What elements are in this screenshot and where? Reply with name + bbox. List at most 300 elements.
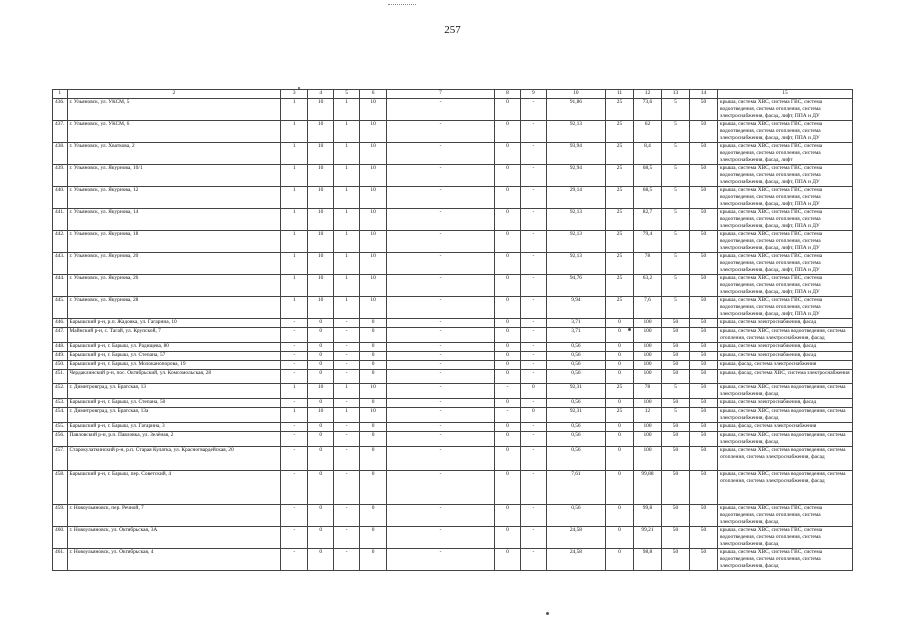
value-cell: 12 (633, 408, 661, 423)
value-cell: 10 (360, 297, 387, 319)
table-row (53, 231, 853, 253)
value-cell: - (334, 370, 360, 384)
works-cell: крыша, система ХВС, система ГВС, система водоотведения, система отопления, система электроснабжения, фасад, лифт, ППА и ДУ (717, 165, 852, 187)
works-cell: крыша, система ХВС, система водоотведения, система электроснабжения, фасад (717, 408, 852, 423)
value-cell: - (387, 231, 495, 253)
value-cell: 3,71 (546, 319, 605, 328)
address-cell: г. Ульяновск, ул. Хваткова, 2 (67, 143, 281, 165)
row-number-cell: 454. (53, 408, 68, 423)
row-number-cell: 450. (53, 361, 68, 370)
value-cell: 8,4 (633, 143, 661, 165)
value-cell: 50 (661, 549, 689, 571)
header-cell: 13 (661, 90, 689, 99)
row-number-cell: 457. (53, 447, 68, 471)
value-cell: 25 (605, 209, 633, 231)
value-cell: 0 (308, 343, 334, 352)
value-cell: 0 (308, 352, 334, 361)
value-cell: 10 (360, 165, 387, 187)
value-cell: 68,5 (633, 165, 661, 187)
value-cell: 1 (281, 165, 308, 187)
value-cell: - (387, 423, 495, 432)
value-cell: - (387, 297, 495, 319)
value-cell: 10 (308, 275, 334, 297)
value-cell: - (387, 253, 495, 275)
value-cell: - (520, 165, 546, 187)
row-number-cell: 448. (53, 343, 68, 352)
address-cell: Барышский р-н, г. Барыш, ул. Гагарина, 3 (67, 423, 281, 432)
value-cell: 0 (494, 319, 520, 328)
value-cell: 78 (633, 384, 661, 399)
value-cell: - (387, 399, 495, 408)
value-cell: 0,56 (546, 423, 605, 432)
top-dotted-mark (388, 4, 416, 5)
value-cell: 10 (360, 99, 387, 121)
value-cell: 0,56 (546, 447, 605, 471)
value-cell: 50 (689, 231, 717, 253)
value-cell: 0 (360, 328, 387, 343)
value-cell: - (334, 361, 360, 370)
value-cell: 73,6 (633, 99, 661, 121)
value-cell: 0 (605, 361, 633, 370)
works-cell: крыша, система ХВС, система водоотведения, система электроснабжения, фасад (717, 384, 852, 399)
address-cell: Барышский р-н, г. Барыш, ул. Степана, 50 (67, 399, 281, 408)
header-cell: 10 (546, 90, 605, 99)
row-number-cell: 441. (53, 209, 68, 231)
value-cell: 1 (334, 297, 360, 319)
value-cell: 91,86 (546, 99, 605, 121)
header-cell: 3 (281, 90, 308, 99)
row-number-cell: 453. (53, 399, 68, 408)
value-cell: 0 (494, 328, 520, 343)
value-cell: 50 (661, 423, 689, 432)
value-cell: 63,2 (633, 275, 661, 297)
value-cell: 100 (633, 399, 661, 408)
value-cell: 92,31 (546, 408, 605, 423)
value-cell: 3,71 (546, 328, 605, 343)
value-cell: 100 (633, 423, 661, 432)
value-cell: - (281, 328, 308, 343)
value-cell: - (520, 187, 546, 209)
value-cell: 1 (334, 231, 360, 253)
value-cell: 0 (308, 505, 334, 527)
value-cell: 5 (661, 143, 689, 165)
value-cell: - (520, 143, 546, 165)
table-row (53, 319, 853, 328)
table-row (53, 370, 853, 384)
value-cell: 0 (494, 187, 520, 209)
value-cell: 50 (689, 352, 717, 361)
value-cell: 94,76 (546, 275, 605, 297)
value-cell: 5 (661, 297, 689, 319)
table-row (53, 328, 853, 343)
value-cell: 100 (633, 361, 661, 370)
value-cell: 50 (689, 209, 717, 231)
value-cell: 25 (605, 297, 633, 319)
value-cell: - (494, 408, 520, 423)
value-cell: - (281, 319, 308, 328)
value-cell: 10 (308, 297, 334, 319)
value-cell: 5 (661, 275, 689, 297)
table-row (53, 275, 853, 297)
value-cell: 0 (360, 549, 387, 571)
table-row (53, 143, 853, 165)
works-cell: крыша, система ХВС, система ГВС, система водоотведения, система отопления, система электроснабжения, фасад (717, 549, 852, 571)
value-cell: 5 (661, 231, 689, 253)
works-cell: крыша, система электроснабжения, фасад (717, 352, 852, 361)
row-number-cell: 439. (53, 165, 68, 187)
value-cell: - (387, 432, 495, 447)
value-cell: 0 (605, 432, 633, 447)
value-cell: 0 (605, 471, 633, 505)
table-row (53, 343, 853, 352)
value-cell: - (520, 253, 546, 275)
value-cell: - (334, 527, 360, 549)
value-cell: 25 (605, 408, 633, 423)
value-cell: - (387, 370, 495, 384)
value-cell: 10 (360, 253, 387, 275)
value-cell: 0 (308, 328, 334, 343)
value-cell: - (281, 447, 308, 471)
row-number-cell: 446. (53, 319, 68, 328)
value-cell: - (387, 527, 495, 549)
row-number-cell: 461. (53, 549, 68, 571)
table-row (53, 165, 853, 187)
value-cell: 5 (661, 99, 689, 121)
row-number-cell: 436. (53, 99, 68, 121)
value-cell: 0 (308, 399, 334, 408)
value-cell: 25 (605, 121, 633, 143)
value-cell: 50 (689, 370, 717, 384)
value-cell: 50 (661, 432, 689, 447)
works-cell: крыша, система ХВС, система водоотведения, система электроснабжения, фасад (717, 432, 852, 447)
value-cell: 100 (633, 328, 661, 343)
works-cell: крыша, система ХВС, система ГВС, система водоотведения, система отопления, система электроснабжения, фасад (717, 505, 852, 527)
table-row (53, 253, 853, 275)
value-cell: 25 (605, 99, 633, 121)
value-cell: 1 (334, 253, 360, 275)
table-row (53, 423, 853, 432)
table-row (53, 408, 853, 423)
works-cell: крыша, система ХВС, система ГВС, система водоотведения, система отопления, система электроснабжения, фасад, лифт (717, 143, 852, 165)
value-cell: 1 (334, 408, 360, 423)
value-cell: 68,5 (633, 187, 661, 209)
address-cell: Майнский р-н, с. Тагай, ул. Крупской, 7 (67, 328, 281, 343)
scan-speck (298, 87, 300, 89)
row-number-cell: 445. (53, 297, 68, 319)
value-cell: 29,14 (546, 187, 605, 209)
row-number-cell: 458. (53, 471, 68, 505)
value-cell: 0 (494, 165, 520, 187)
value-cell: 0 (360, 471, 387, 505)
value-cell: 0 (360, 370, 387, 384)
works-cell: крыша, система электроснабжения, фасад (717, 319, 852, 328)
value-cell: 1 (334, 121, 360, 143)
value-cell: 0 (494, 99, 520, 121)
value-cell: 100 (633, 352, 661, 361)
value-cell: 1 (281, 275, 308, 297)
table-row (53, 447, 853, 471)
value-cell: 0,56 (546, 432, 605, 447)
value-cell: 0 (494, 471, 520, 505)
address-cell: г. Димитровград, ул. Братская, 13 (67, 384, 281, 399)
value-cell: 100 (633, 370, 661, 384)
header-cell: 15 (717, 90, 852, 99)
table-row (53, 361, 853, 370)
value-cell: - (520, 231, 546, 253)
value-cell: 0 (520, 384, 546, 399)
value-cell: 50 (689, 361, 717, 370)
value-cell: 50 (661, 343, 689, 352)
value-cell: 10 (308, 384, 334, 399)
value-cell: - (387, 328, 495, 343)
value-cell: - (520, 319, 546, 328)
value-cell: - (387, 121, 495, 143)
value-cell: 0 (494, 121, 520, 143)
table-row (53, 505, 853, 527)
value-cell: 50 (689, 99, 717, 121)
value-cell: - (281, 423, 308, 432)
value-cell: 50 (661, 319, 689, 328)
value-cell: 99,88 (633, 471, 661, 505)
value-cell: 0 (494, 343, 520, 352)
value-cell: 0,56 (546, 343, 605, 352)
table-row (53, 399, 853, 408)
row-number-cell: 449. (53, 352, 68, 361)
value-cell: - (387, 99, 495, 121)
address-cell: г. Ульяновск, ул. Якурнова, 20 (67, 253, 281, 275)
value-cell: 5 (661, 209, 689, 231)
value-cell: 5 (661, 384, 689, 399)
value-cell: 1 (334, 209, 360, 231)
table-row (53, 352, 853, 361)
value-cell: 0 (360, 352, 387, 361)
value-cell: - (387, 408, 495, 423)
value-cell: 0 (360, 505, 387, 527)
works-cell: крыша, система ХВС, система ГВС, система водоотведения, система отопления, система электроснабжения, фасад, лифт, ППА и ДУ (717, 209, 852, 231)
row-number-cell: 437. (53, 121, 68, 143)
value-cell: - (387, 352, 495, 361)
value-cell: 1 (281, 253, 308, 275)
value-cell: - (520, 275, 546, 297)
row-number-cell: 442. (53, 231, 68, 253)
value-cell: 50 (689, 549, 717, 571)
value-cell: 5 (661, 187, 689, 209)
value-cell: 0 (520, 408, 546, 423)
value-cell: 5 (661, 408, 689, 423)
value-cell: - (281, 352, 308, 361)
value-cell: 0 (360, 423, 387, 432)
page-number: 257 (444, 24, 461, 36)
value-cell: 0 (360, 432, 387, 447)
scan-speck (546, 612, 549, 615)
value-cell: 99,8 (633, 505, 661, 527)
value-cell: 50 (661, 370, 689, 384)
table-row (53, 121, 853, 143)
table-row (53, 384, 853, 399)
works-cell: крыша, система ХВС, система водоотведения, система отопления, система электроснабжения, фасад (717, 447, 852, 471)
value-cell: 0,56 (546, 352, 605, 361)
value-cell: - (520, 361, 546, 370)
value-cell: 10 (360, 384, 387, 399)
value-cell: 10 (360, 231, 387, 253)
header-cell: 1 (53, 90, 68, 99)
value-cell: - (494, 384, 520, 399)
works-cell: крыша, фасад, система электроснабжения (717, 423, 852, 432)
value-cell: 0 (494, 253, 520, 275)
value-cell: - (520, 209, 546, 231)
value-cell: - (387, 143, 495, 165)
value-cell: 50 (689, 275, 717, 297)
works-cell: крыша, система ХВС, система ГВС, система водоотведения, система отопления, система электроснабжения, фасад, лифт, ППА и ДУ (717, 231, 852, 253)
value-cell: 78 (633, 253, 661, 275)
address-cell: г. Ульяновск, ул. Якурнова, 28 (67, 297, 281, 319)
value-cell: - (520, 399, 546, 408)
table-row (53, 187, 853, 209)
value-cell: 92,13 (546, 209, 605, 231)
value-cell: 0 (360, 447, 387, 471)
address-cell: г. Ульяновск, ул. УКСМ, 5 (67, 99, 281, 121)
address-cell: Павловский р-н, р.п. Павловка, ул. Зелёная, 2 (67, 432, 281, 447)
works-cell: крыша, фасад, система ХВС, система электроснабжения (717, 370, 852, 384)
value-cell: 10 (308, 231, 334, 253)
value-cell: 1 (281, 384, 308, 399)
value-cell: 50 (689, 121, 717, 143)
value-cell: 50 (689, 384, 717, 399)
row-number-cell: 440. (53, 187, 68, 209)
address-cell: г. Ульяновск, ул. УКСМ, 6 (67, 121, 281, 143)
value-cell: 10 (360, 187, 387, 209)
address-cell: Барышский р-н, г. Барыш, ул. Радищева, 80 (67, 343, 281, 352)
works-cell: крыша, фасад, система электроснабжения (717, 361, 852, 370)
value-cell: 1 (281, 408, 308, 423)
value-cell: - (387, 209, 495, 231)
value-cell: - (334, 319, 360, 328)
value-cell: 0,56 (546, 370, 605, 384)
value-cell: 25 (605, 187, 633, 209)
address-cell: г. Новоульяновск, ул. Октябрьская, 4 (67, 549, 281, 571)
value-cell: - (520, 352, 546, 361)
value-cell: 10 (360, 121, 387, 143)
row-number-cell: 460. (53, 527, 68, 549)
value-cell: 0 (605, 527, 633, 549)
address-cell: г. Ульяновск, ул. Якурнова, 26 (67, 275, 281, 297)
value-cell: 0 (605, 352, 633, 361)
value-cell: 5 (661, 165, 689, 187)
value-cell: 1 (281, 297, 308, 319)
value-cell: - (387, 447, 495, 471)
value-cell: - (334, 432, 360, 447)
value-cell: - (387, 549, 495, 571)
header-cell: 6 (360, 90, 387, 99)
value-cell: 24,58 (546, 527, 605, 549)
value-cell: 0 (308, 432, 334, 447)
registry-table (52, 89, 853, 571)
value-cell: 1 (334, 99, 360, 121)
value-cell: 10 (360, 275, 387, 297)
row-number-cell: 456. (53, 432, 68, 447)
value-cell: 10 (308, 165, 334, 187)
value-cell: 10 (308, 253, 334, 275)
value-cell: - (281, 361, 308, 370)
value-cell: 100 (633, 319, 661, 328)
table-row (53, 432, 853, 447)
value-cell: - (334, 399, 360, 408)
works-cell: крыша, система ХВС, система водоотведения, система отопления, система электроснабжения, фасад (717, 328, 852, 343)
value-cell: - (520, 549, 546, 571)
value-cell: 10 (360, 143, 387, 165)
value-cell: 1 (334, 384, 360, 399)
value-cell: 50 (689, 423, 717, 432)
table-row (53, 209, 853, 231)
value-cell: 50 (689, 447, 717, 471)
value-cell: 1 (281, 187, 308, 209)
value-cell: 25 (605, 384, 633, 399)
value-cell: 50 (661, 328, 689, 343)
value-cell: - (334, 549, 360, 571)
row-number-cell: 455. (53, 423, 68, 432)
value-cell: 50 (689, 253, 717, 275)
header-cell: 4 (308, 90, 334, 99)
works-cell: крыша, система ХВС, система ГВС, система водоотведения, система отопления, система электроснабжения, фасад, лифт, ППА и ДУ (717, 253, 852, 275)
value-cell: 0 (605, 328, 633, 343)
value-cell: 50 (689, 343, 717, 352)
value-cell: 0 (494, 399, 520, 408)
value-cell: 0 (494, 209, 520, 231)
value-cell: 24,58 (546, 549, 605, 571)
value-cell: - (520, 328, 546, 343)
value-cell: 25 (605, 275, 633, 297)
value-cell: 0 (494, 527, 520, 549)
value-cell: 0 (494, 143, 520, 165)
header-cell: 14 (689, 90, 717, 99)
row-number-cell: 452. (53, 384, 68, 399)
value-cell: 1 (334, 275, 360, 297)
value-cell: 99,21 (633, 527, 661, 549)
value-cell: 0,56 (546, 361, 605, 370)
value-cell: 50 (689, 319, 717, 328)
value-cell: - (387, 505, 495, 527)
value-cell: 50 (661, 505, 689, 527)
value-cell: 0 (360, 343, 387, 352)
value-cell: 10 (360, 209, 387, 231)
value-cell: 1 (281, 231, 308, 253)
value-cell: 50 (661, 361, 689, 370)
value-cell: 0 (308, 471, 334, 505)
header-cell: 2 (67, 90, 281, 99)
works-cell: крыша, система ХВС, система ГВС, система водоотведения, система отопления, система электроснабжения, фасад (717, 527, 852, 549)
value-cell: - (334, 343, 360, 352)
row-number-cell: 444. (53, 275, 68, 297)
address-cell: Старокулаткинский р-н, р.п. Старая Кулатка, ул. Красногвардейская, 20 (67, 447, 281, 471)
value-cell: 25 (605, 165, 633, 187)
value-cell: 50 (689, 399, 717, 408)
value-cell: - (281, 399, 308, 408)
value-cell: 50 (661, 352, 689, 361)
row-number-cell: 438. (53, 143, 68, 165)
value-cell: 5 (661, 253, 689, 275)
address-cell: г. Ульяновск, ул. Якурнова, 18 (67, 231, 281, 253)
value-cell: 100 (633, 432, 661, 447)
value-cell: 0 (494, 549, 520, 571)
header-cell: 9 (520, 90, 546, 99)
header-cell: 8 (494, 90, 520, 99)
address-cell: Барышский р-н, р.п. Жадовка, ул. Гагарина, 10 (67, 319, 281, 328)
works-cell: крыша, система ХВС, система ГВС, система водоотведения, система отопления, система электроснабжения, фасад, лифт, ППА и ДУ (717, 275, 852, 297)
value-cell: 1 (334, 143, 360, 165)
row-number-cell: 447. (53, 328, 68, 343)
works-cell: крыша, система электроснабжения, фасад (717, 399, 852, 408)
value-cell: 50 (689, 471, 717, 505)
